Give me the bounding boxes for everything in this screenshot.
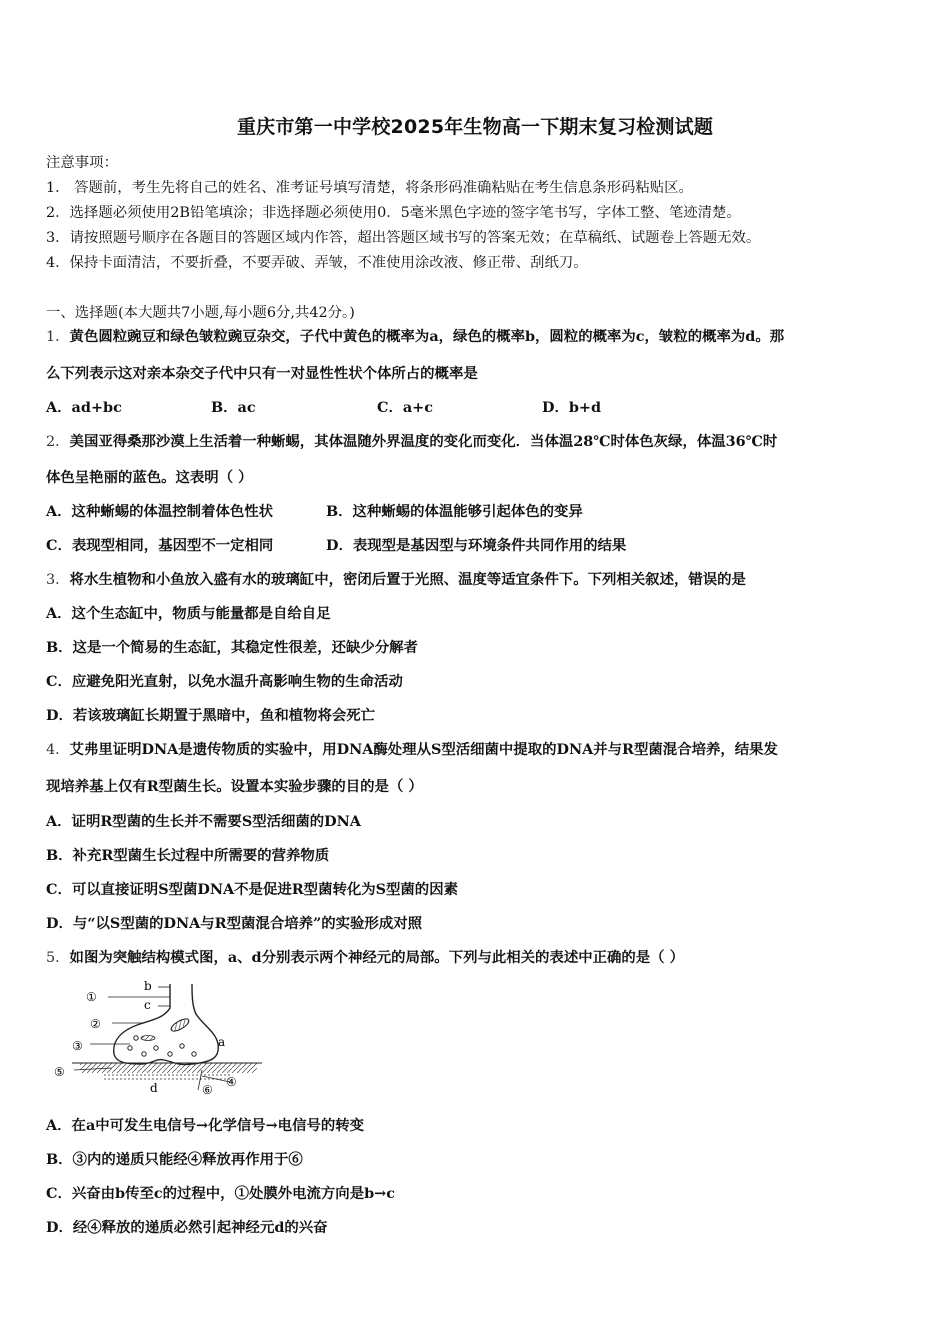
question-2-option-a[interactable]: A．这种蜥蜴的体温控制着体色性状 xyxy=(46,503,274,520)
question-2-line-1 xyxy=(46,432,777,452)
question-1-text: 黄色圆粒豌豆和绿色皱粒豌豆杂交，子代中黄色的概率为a，绿色的概率b，圆粒的概率为c，皱粒的概率为d。那 xyxy=(69,328,785,345)
notice-heading: 注意事项： xyxy=(46,155,118,171)
figure-label-c: c xyxy=(144,998,151,1012)
question-1-number: 1． xyxy=(46,329,70,345)
question-4-option-b[interactable]: B．补充R型菌生长过程中所需要的营养物质 xyxy=(46,847,330,864)
figure-label-6: ⑥ xyxy=(202,1083,213,1096)
question-5-line-1 xyxy=(46,948,684,968)
question-5-text: 如图为突触结构模式图，a、d分别表示两个神经元的局部。下列与此相关的表述中正确的是（ ） xyxy=(69,949,684,966)
question-2-line-2: 体色呈艳丽的蓝色。这表明（ ） xyxy=(46,469,253,486)
question-4-line-1 xyxy=(46,740,778,760)
question-5-option-a[interactable]: A．在a中可发生电信号→化学信号→电信号的转变 xyxy=(46,1117,365,1134)
question-3-text: 将水生植物和小鱼放入盛有水的玻璃缸中，密闭后置于光照、温度等适宜条件下。下列相关叙述，错误的是 xyxy=(69,571,746,588)
question-4-text: 艾弗里证明DNA是遗传物质的实验中，用DNA酶处理从S型活细菌中提取的DNA并与R型菌混合培养，结果发 xyxy=(69,741,778,758)
figure-label-b: b xyxy=(144,979,152,993)
question-4-number: 4． xyxy=(46,742,70,758)
notice-item-2: 2．选择题必须使用2B铅笔填涂；非选择题必须使用0．5毫米黑色字迹的签字笔书写，字体工整、笔迹清楚。 xyxy=(46,205,741,221)
question-1-line-2: 么下列表示这对亲本杂交子代中只有一对显性性状个体所占的概率是 xyxy=(46,365,478,382)
question-5-option-d[interactable]: D．经④释放的递质必然引起神经元d的兴奋 xyxy=(46,1219,328,1236)
notice-item-3: 3．请按照题号顺序在各题目的答题区域内作答，超出答题区域书写的答案无效；在草稿纸、试题卷上答题无效。 xyxy=(46,230,761,246)
synapse-diagram xyxy=(52,978,272,1096)
figure-label-2: ② xyxy=(90,1017,101,1031)
question-5-number: 5． xyxy=(46,950,70,966)
question-3-option-b[interactable]: B．这是一个简易的生态缸，其稳定性很差，还缺少分解者 xyxy=(46,639,418,656)
question-2-option-c[interactable]: C．表现型相同，基因型不一定相同 xyxy=(46,537,274,554)
notice-item-1: 1． 答题前，考生先将自己的姓名、准考证号填写清楚，将条形码准确粘贴在考生信息条形码粘贴区。 xyxy=(46,180,693,196)
question-4-line-2: 现培养基上仅有R型菌生长。设置本实验步骤的目的是（ ） xyxy=(46,778,423,795)
question-1-option-a[interactable]: A．ad+bc xyxy=(46,399,122,416)
question-3-option-d[interactable]: D．若该玻璃缸长期置于黑暗中，鱼和植物将会死亡 xyxy=(46,707,376,724)
question-5-option-b[interactable]: B．③内的递质只能经④释放再作用于⑥ xyxy=(46,1151,303,1168)
figure-label-d: d xyxy=(150,1081,158,1095)
question-2-option-d[interactable]: D．表现型是基因型与环境条件共同作用的结果 xyxy=(326,537,627,554)
question-4-option-a[interactable]: A．证明R型菌的生长并不需要S型活细菌的DNA xyxy=(46,813,361,830)
question-2-text: 美国亚得桑那沙漠上生活着一种蜥蜴，其体温随外界温度的变化而变化．当体温28℃时体色灰绿，体温36℃时 xyxy=(69,433,778,450)
figure-label-5: ⑤ xyxy=(54,1065,65,1079)
question-2-option-b[interactable]: B．这种蜥蜴的体温能够引起体色的变异 xyxy=(326,503,583,520)
question-3-option-a[interactable]: A．这个生态缸中，物质与能量都是自给自足 xyxy=(46,605,331,622)
question-3-number: 3． xyxy=(46,572,70,588)
section-heading: 一、选择题(本大题共7小题,每小题6分,共42分。) xyxy=(46,305,355,321)
notice-item-4: 4．保持卡面清洁，不要折叠，不要弄破、弄皱，不准使用涂改液、修正带、刮纸刀。 xyxy=(46,255,588,271)
question-1-option-d[interactable]: D．b+d xyxy=(542,399,602,416)
question-3-line-1 xyxy=(46,570,746,590)
question-1-option-c[interactable]: C．a+c xyxy=(377,399,433,416)
question-5-option-c[interactable]: C．兴奋由b传至c的过程中，①处膜外电流方向是b→c xyxy=(46,1185,395,1202)
question-1-option-b[interactable]: B．ac xyxy=(211,399,256,416)
question-1-line-1 xyxy=(46,327,784,347)
figure-label-4: ④ xyxy=(226,1075,237,1089)
figure-label-3: ③ xyxy=(72,1039,83,1053)
page-title: 重庆市第一中学校2025年生物高一下期末复习检测试题 xyxy=(236,116,714,138)
figure-label-1: ① xyxy=(86,990,97,1004)
question-2-number: 2． xyxy=(46,434,70,450)
question-4-option-d[interactable]: D．与“以S型菌的DNA与R型菌混合培养”的实验形成对照 xyxy=(46,915,422,932)
figure-label-a: a xyxy=(218,1035,226,1049)
question-3-option-c[interactable]: C．应避免阳光直射，以免水温升高影响生物的生命活动 xyxy=(46,673,403,690)
question-4-option-c[interactable]: C．可以直接证明S型菌DNA不是促进R型菌转化为S型菌的因素 xyxy=(46,881,458,898)
